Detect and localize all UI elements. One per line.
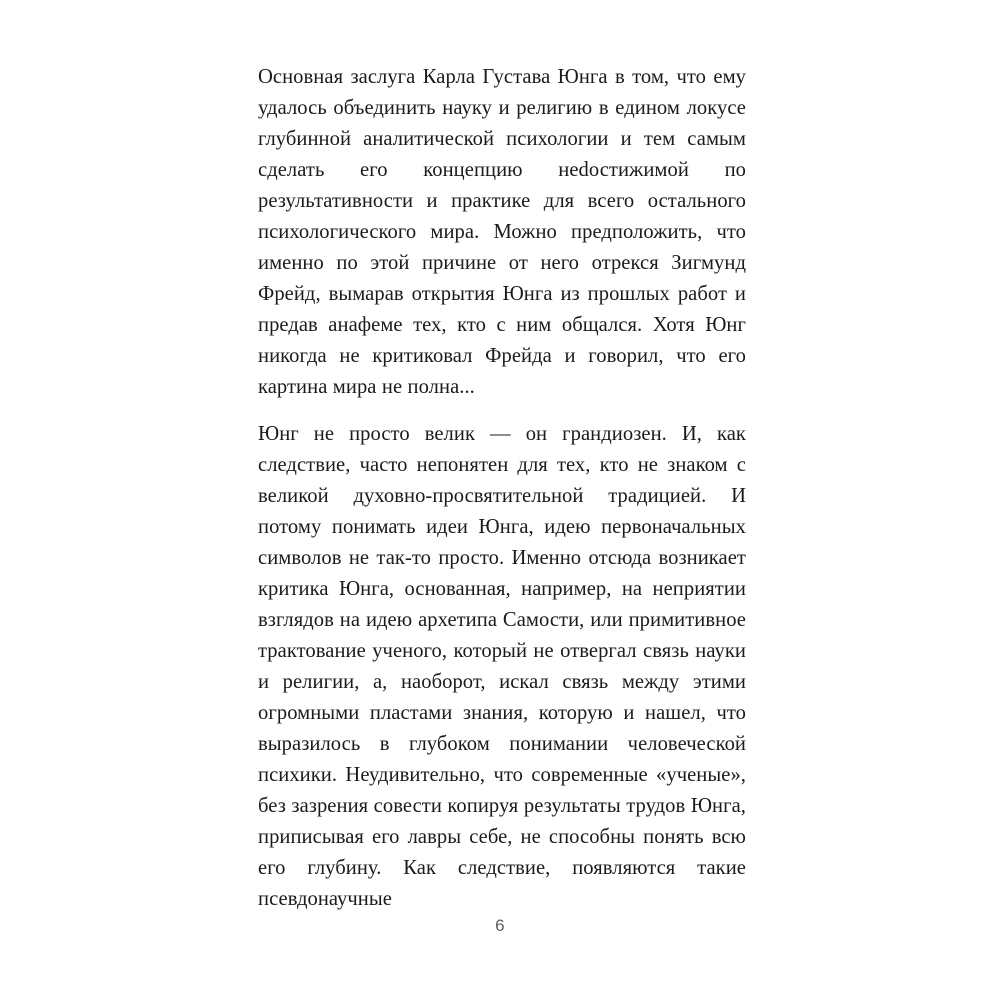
page-number: 6 (495, 916, 505, 935)
body-paragraph-2: Юнг не просто велик — он грандиозен. И, как следствие, часто непонятен для тех, кто не знаком с великой духовно-просвятительной традицией. И потому понимать идеи Юнга, идею первоначальных символов не так-то просто. Именно отсюда возникает критика Юнга, основанная, например, на неприятии взглядов на идею архетипа Самости, или примитивное трактование ученого, который не отвергал связь науки и религии, а, наоборот, искал связь между этими огромными пластами знания, которую и нашел, что выразилось в глубоком понимании человеческой психики. Неудивительно, что современные «ученые», без зазрения совести копируя результаты трудов Юнга, приписывая его лавры себе, не способны понять всю его глубину. Как следствие, появляются такие псевдонаучные (258, 423, 746, 910)
page-text-column (258, 62, 746, 915)
body-paragraph-1: Основная заслуга Карла Густава Юнга в том, что ему удалось объединить науку и религию в едином локусе глубинной аналитической психологии и тем самым сделать его концепцию неdостижимой по результативности и практике для всего остального психологического мира. Можно предположить, что именно по этой причине от него отрекся Зигмунд Фрейд, вымарав открытия Юнга из прошлых работ и предав анафеме тех, кто с ним общался. Хотя Юнг никогда не критиковал Фрейда и говорил, что его картина мира не полна... (258, 66, 746, 398)
